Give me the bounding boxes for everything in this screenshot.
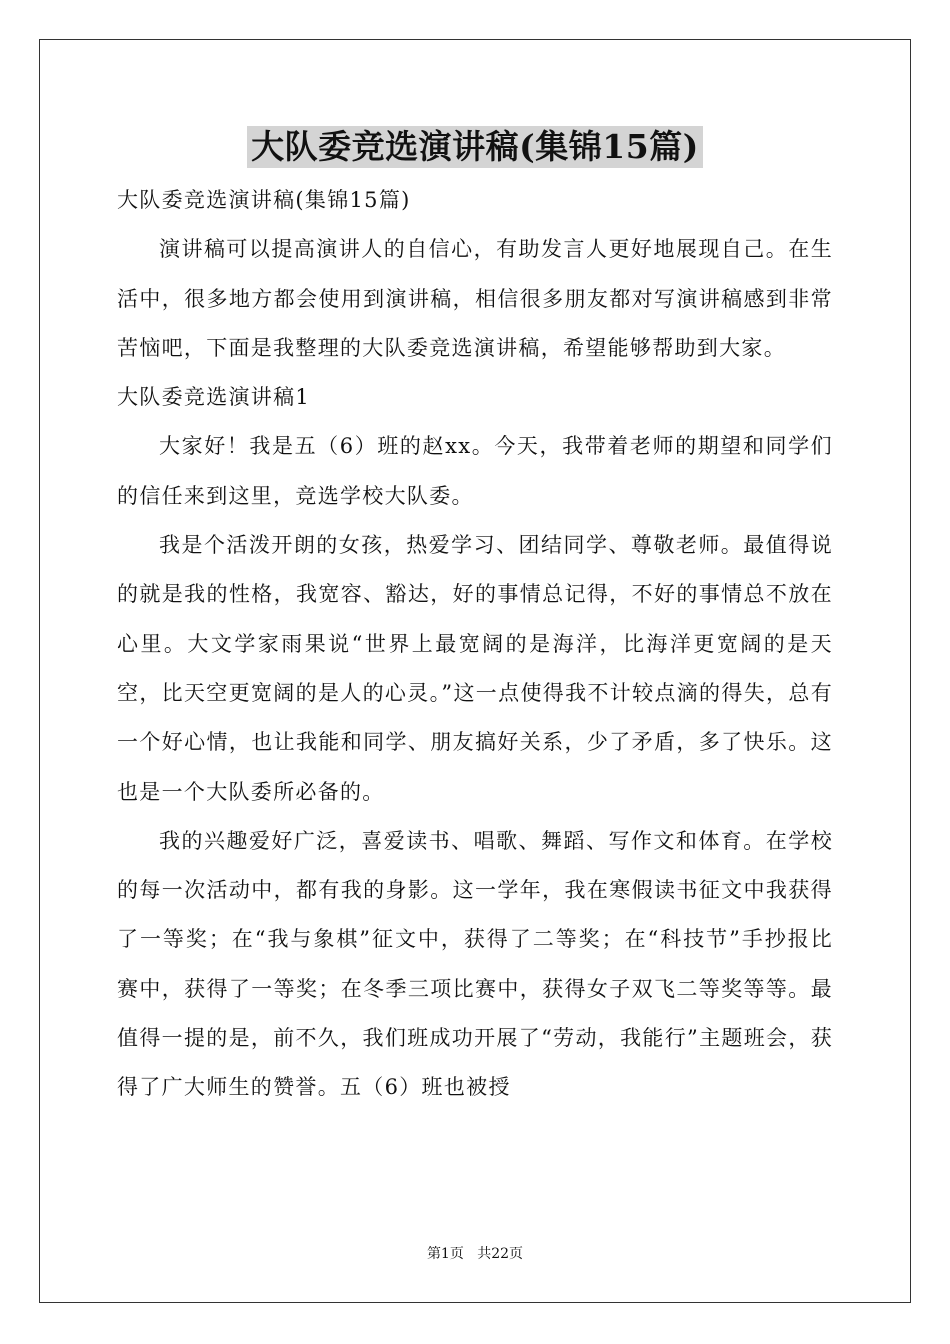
title-container xyxy=(0,126,950,168)
page-total: 共22页 xyxy=(477,1246,524,1262)
body-paragraph-1: 大家好！我是五（6）班的赵xx。今天，我带着老师的期望和同学们的信任来到这里，竞选学校大队委。 xyxy=(117,434,833,508)
page-number: 第1页 xyxy=(426,1246,464,1262)
intro-paragraph: 演讲稿可以提高演讲人的自信心，有助发言人更好地展现自己。在生活中，很多地方都会使用到演讲稿，相信很多朋友都对写演讲稿感到非常苦恼吧，下面是我整理的大队委竞选演讲稿，希望能够帮助到大家。 xyxy=(117,237,833,360)
document-body xyxy=(117,176,833,1113)
section-heading: 大队委竞选演讲稿1 xyxy=(117,385,311,410)
body-paragraph-3: 我的兴趣爱好广泛，喜爱读书、唱歌、舞蹈、写作文和体育。在学校的每一次活动中，都有我的身影。这一学年，我在寒假读书征文中我获得了一等奖；在“我与象棋”征文中，获得了二等奖；在“科技节”手抄报比赛中，获得了一等奖；在冬季三项比赛中，获得女子双飞二等奖等等。最值得一提的是，前不久，我们班成功开展了“劳动，我能行”主题班会，获得了广大师生的赞誉。五（6）班也被授 xyxy=(117,828,833,1100)
body-paragraph-2: 我是个活泼开朗的女孩，热爱学习、团结同学、尊敬老师。最值得说的就是我的性格，我宽容、豁达，好的事情总记得，不好的事情总不放在心里。大文学家雨果说“世界上最宽阔的是海洋，比海洋更宽阔的是天空，比天空更宽阔的是人的心灵。”这一点使得我不计较点滴的得失，总有一个好心情，也让我能和同学、朋友搞好关系，少了矛盾，多了快乐。这也是一个大队委所必备的。 xyxy=(117,533,833,804)
page-footer xyxy=(0,1245,950,1263)
document-title: 大队委竞选演讲稿(集锦15篇) xyxy=(247,126,703,168)
document-subtitle: 大队委竞选演讲稿(集锦15篇) xyxy=(117,188,411,212)
